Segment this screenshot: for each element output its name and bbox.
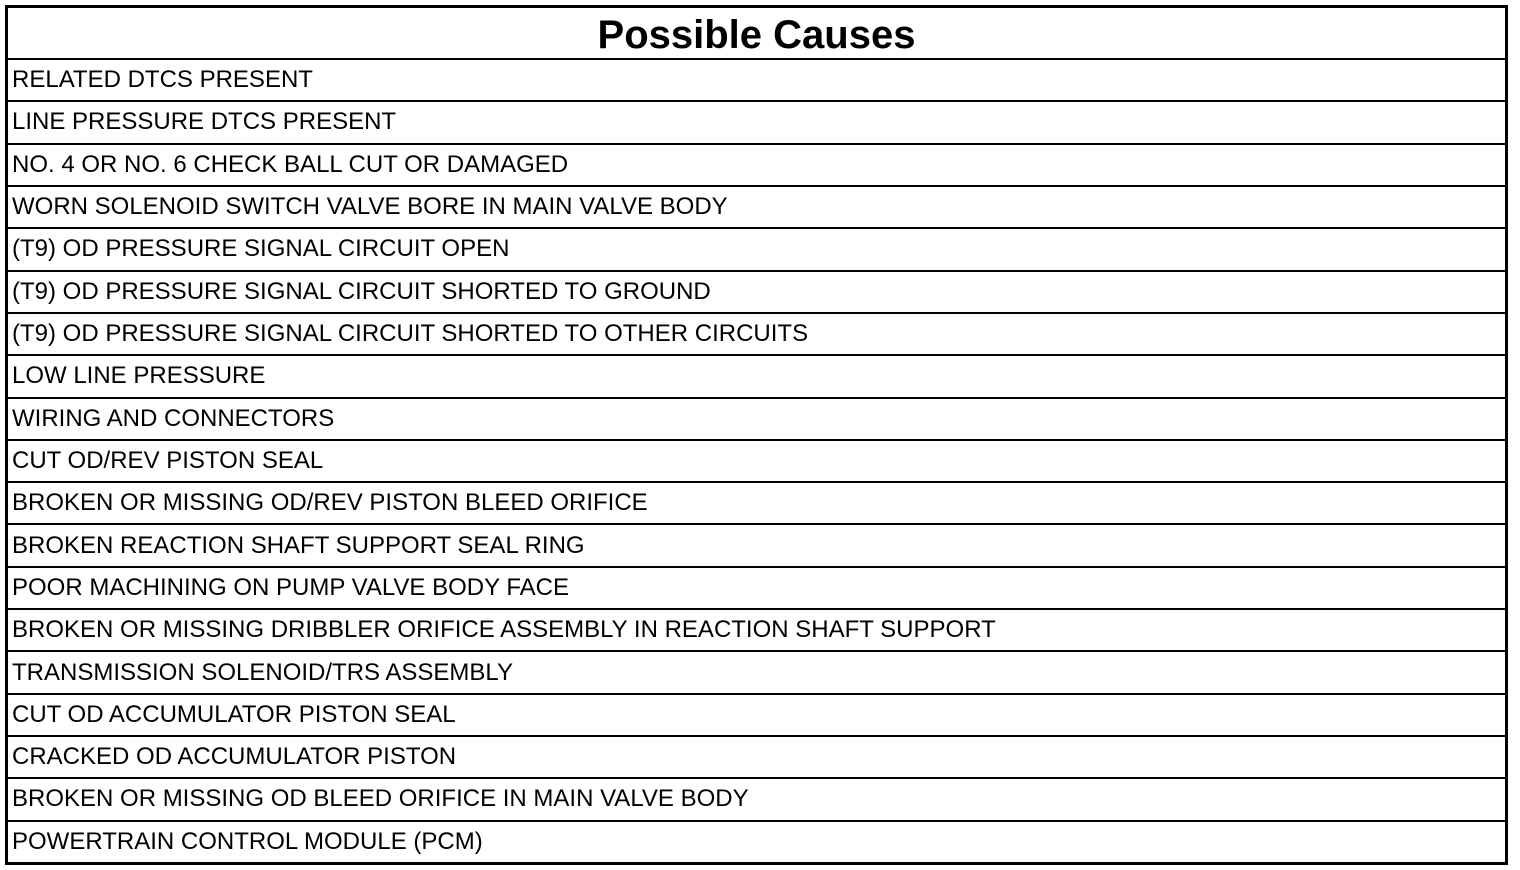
table-row: BROKEN REACTION SHAFT SUPPORT SEAL RING: [8, 525, 1505, 567]
possible-causes-table: [5, 5, 1508, 865]
table-row: RELATED DTCS PRESENT: [8, 60, 1505, 102]
table-row: CUT OD ACCUMULATOR PISTON SEAL: [8, 695, 1505, 737]
table-body: [8, 60, 1505, 862]
table-row: TRANSMISSION SOLENOID/TRS ASSEMBLY: [8, 652, 1505, 694]
table-title: Possible Causes: [8, 8, 1505, 60]
table-row: WIRING AND CONNECTORS: [8, 399, 1505, 441]
table-row: BROKEN OR MISSING OD/REV PISTON BLEED ORIFICE: [8, 483, 1505, 525]
table-row: (T9) OD PRESSURE SIGNAL CIRCUIT OPEN: [8, 229, 1505, 271]
table-row: WORN SOLENOID SWITCH VALVE BORE IN MAIN VALVE BODY: [8, 187, 1505, 229]
table-row: NO. 4 OR NO. 6 CHECK BALL CUT OR DAMAGED: [8, 145, 1505, 187]
table-row: CRACKED OD ACCUMULATOR PISTON: [8, 737, 1505, 779]
table-row: POOR MACHINING ON PUMP VALVE BODY FACE: [8, 568, 1505, 610]
table-row: (T9) OD PRESSURE SIGNAL CIRCUIT SHORTED TO GROUND: [8, 272, 1505, 314]
table-row: (T9) OD PRESSURE SIGNAL CIRCUIT SHORTED TO OTHER CIRCUITS: [8, 314, 1505, 356]
table-row: LINE PRESSURE DTCS PRESENT: [8, 102, 1505, 144]
table-row: BROKEN OR MISSING DRIBBLER ORIFICE ASSEMBLY IN REACTION SHAFT SUPPORT: [8, 610, 1505, 652]
table-row: CUT OD/REV PISTON SEAL: [8, 441, 1505, 483]
table-row: LOW LINE PRESSURE: [8, 356, 1505, 398]
table-row: POWERTRAIN CONTROL MODULE (PCM): [12, 827, 483, 855]
table-row: BROKEN OR MISSING OD BLEED ORIFICE IN MAIN VALVE BODY: [8, 779, 1505, 821]
